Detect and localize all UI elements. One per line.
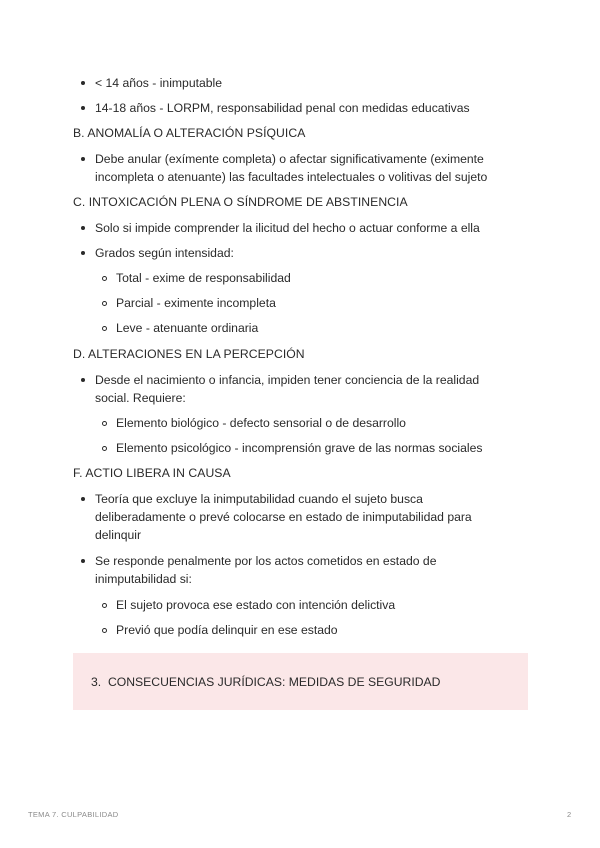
- footer-page-number: 2: [567, 810, 572, 819]
- bullet-desde-line2: social. Requiere:: [95, 391, 186, 405]
- sub-bullet-icon: [102, 628, 107, 633]
- bullet-teoria-line3: delinquir: [95, 528, 142, 542]
- heading-d: D. ALTERACIONES EN LA PERCEPCIÓN: [73, 347, 305, 361]
- heading-b: B. ANOMALÍA O ALTERACIÓN PSÍQUICA: [73, 126, 306, 140]
- bullet-14-18: 14-18 años - LORPM, responsabilidad penal con medidas educativas: [95, 101, 470, 115]
- sub-bullet-icon: [102, 326, 107, 331]
- sub-bullet-sujeto: El sujeto provoca ese estado con intención delictiva: [116, 598, 396, 612]
- bullet-responde-line2: inimputabilidad si:: [95, 572, 192, 586]
- sub-bullet-previo: Previó que podía delinquir en ese estado: [116, 623, 338, 637]
- section-callout: [73, 653, 528, 710]
- bullet-teoria-line2: deliberadamente o prevé colocarse en estado de inimputabilidad para: [95, 510, 472, 524]
- bullet-responde-line1: Se responde penalmente por los actos cometidos en estado de: [95, 554, 437, 568]
- sub-bullet-icon: [102, 301, 107, 306]
- bullet-anular-line1: Debe anular (exímente completa) o afectar significativamente (eximente: [95, 152, 484, 166]
- bullet-icon: [81, 157, 85, 161]
- sub-bullet-icon: [102, 603, 107, 608]
- bullet-icon: [81, 106, 85, 110]
- bullet-desde-line1: Desde el nacimiento o infancia, impiden tener conciencia de la realidad: [95, 373, 480, 387]
- sub-bullet-leve: Leve - atenuante ordinaria: [116, 321, 259, 335]
- bullet-icon: [81, 251, 85, 255]
- sub-bullet-parcial: Parcial - eximente incompleta: [116, 296, 276, 310]
- bullet-teoria-line1: Teoría que excluye la inimputabilidad cuando el sujeto busca: [95, 492, 423, 506]
- footer-title: TEMA 7. CULPABILIDAD: [28, 810, 119, 819]
- bullet-solo-si: Solo si impide comprender la ilicitud del hecho o actuar conforme a ella: [95, 221, 480, 235]
- heading-c: C. INTOXICACIÓN PLENA O SÍNDROME DE ABSTINENCIA: [73, 195, 408, 209]
- sub-bullet-total: Total - exime de responsabilidad: [116, 271, 291, 285]
- callout-title: CONSECUENCIAS JURÍDICAS: MEDIDAS DE SEGURIDAD: [107, 675, 441, 689]
- bullet-icon: [81, 559, 85, 563]
- bullet-under-14: < 14 años - inimputable: [95, 76, 223, 90]
- bullet-icon: [81, 226, 85, 230]
- bullet-icon: [81, 81, 85, 85]
- sub-bullet-psicologico: Elemento psicológico - incomprensión grave de las normas sociales: [116, 441, 483, 455]
- sub-bullet-biologico: Elemento biológico - defecto sensorial o de desarrollo: [116, 416, 406, 430]
- bullet-anular-line2: incompleta o atenuante) las facultades intelectuales o volitivas del sujeto: [95, 170, 488, 184]
- callout-heading: [91, 673, 440, 691]
- callout-number: 3.: [91, 675, 102, 689]
- bullet-icon: [81, 497, 85, 501]
- bullet-grados: Grados según intensidad:: [95, 246, 234, 260]
- sub-bullet-icon: [102, 421, 107, 426]
- sub-bullet-icon: [102, 276, 107, 281]
- sub-bullet-icon: [102, 446, 107, 451]
- heading-f: F. ACTIO LIBERA IN CAUSA: [73, 466, 231, 480]
- bullet-icon: [81, 378, 85, 382]
